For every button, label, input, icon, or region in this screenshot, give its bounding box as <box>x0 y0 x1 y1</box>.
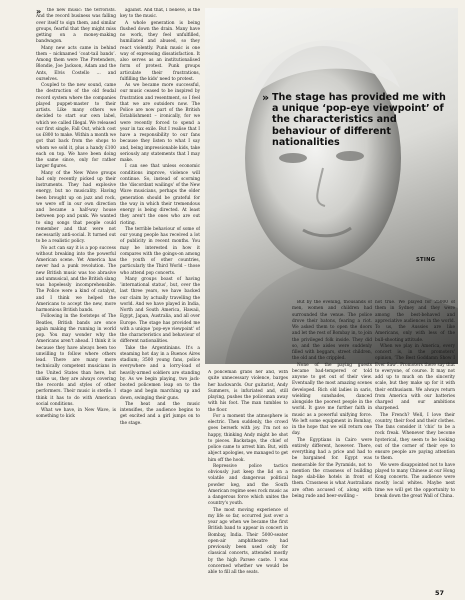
paragraph: The heat and the music intensifies, the audience begins to get excited and a girl jumps on to the stage. <box>120 401 200 426</box>
paragraph: When we play in America, every concert is, in the promoters' opinion, ‘The Best Goddamn Show I Ever Saw’. Promoters there say that to everyone, of course. It may not add up to much on the sincerity scale, but they make up for it with their enthusiasm. We always return from America with our batteries charged and our ambitions sharpened. <box>375 343 455 412</box>
paragraph: A whole generation is being flushed down the drain. Many have no work, they feel unfulfilled, humiliated and abused, so they react violently. Punk music is one way of expressing dissatisfaction. It also serves as an institutionalised form of protest. Punk groups articulate their frustrations, fulfilling the kids' need to protest. <box>120 20 200 82</box>
paragraph: We were disappointed not to have played to many Chinese at our Hong Kong concerts. The audience were mostly local whites. Maybe next time we will get the opportunity to break down the great Wall of China. <box>375 462 455 499</box>
quote-arrow-mark: » <box>262 91 270 104</box>
paragraph: Coupled to the new sound, came the destruction of the old feudal record system where the companies played puppet-master to their artists. Like many others we decided to start our own label, which we called Illegal. We released our first single, Fall Out, which cost us £800 to make. Within a month we got that back from the shops to whom we sold it, plus a handy £100 each on top. We have been doing the same since, only for rather larger figures. <box>36 83 116 170</box>
paragraph: Take the Argentinians. It's a steaming hot day in a Buenos Aires stadium; 3500 young fans, police everywhere and a lorry-load of heavily-armed soldiers are standing by. As we begin playing, two jack-booted policemen leap on to the stage and begin marching up and down, swinging their guns. <box>120 345 200 401</box>
paragraph: against. And that, I believe, is the key to the music. <box>120 8 200 20</box>
paragraph: For a moment the atmosphere is electric. Then suddenly, the crowd goes berserk with joy. I'm not so happy, thinking Andy might be shot to pieces. Backstage, the chief of police came to arrest him. But, with abject apologies, we managed to get him off the hook. <box>208 413 288 463</box>
paragraph: None of the paying guests became bad-tempered or told anyone to get out of their view. Eventually the most amazing scenes developed. Rich old ladies in saris, wielding sunshades, danced alongside the poorest people in the world. It gave me further faith in music as a powerful unifying force. We left some equipment in Bombay, in the hope that we will return one day. <box>292 362 372 437</box>
paragraph: A policeman grabs her and, with quite unnecessary violence, barges her backwards. Our guitarist, Andy Summers, is infuriated and, still playing, pushes the policeman away with his foot. The man tumbles to the floor. <box>208 370 288 413</box>
paragraph: the new music: the terrorists. And the record business was falling over itself to sign them, and similar groups, fearful that they might miss getting on a money-making bandwagon. <box>36 8 116 45</box>
paragraph: The most moving experience of my life so far, occurred just over a year ago when we became the first British band to appear in concert in Bombay, India. Their 5000-seater open-air amphitheatre had previously been used only for classical concerts, attended mostly by the high Parsee caste. I was concerned whether we would be able to fill all the seats. <box>208 507 288 575</box>
article-column-4 <box>292 300 372 582</box>
paragraph: The Egyptians in Cairo were entirely different, however. There, everything had a price and had to be bargained for. Egypt was memorable for the Pyramids, not to mention the crassness of building huge slab-like hotels in front of them. Crassness is what Australians are often accused of, along with being rude and beer-swilling – <box>292 437 372 499</box>
article-column-3 <box>208 370 288 582</box>
article-column-1 <box>36 8 116 582</box>
paragraph: Following in the footsteps of The Beatles, British bands are once again making the running in world pop. You may wonder why the Americans aren't ahead. I think it is because they have always been too unwilling to follow where others lead. There are many more technically competent musicians in the United States than here, but unlike us, they are always covering the records and styles of other performers. Their music is sterile. I think it has to do with American social conditions. <box>36 314 116 407</box>
paragraph: As we became more successful, our music ceased to be inspired by frustration and resentment, so I feel that we are outsiders now. The Police are now part of the British Establishment – ironically, for we were recently forced to spend a year in tax exile. But I realise that I have a responsibility to our fans because they listen to what I say and, being impressionable kids, take seriously any statements that I may make. <box>120 83 200 163</box>
paragraph: Repressive police tactics obviously just keep the lid on a volatile and dangerous political powder keg, and the South American regime sees rock music as a dangerous force which unites the country's youth. <box>208 463 288 507</box>
photo-caption: STING <box>416 257 436 263</box>
lead-arrow-mark: » <box>36 7 42 16</box>
article-column-5 <box>375 300 455 582</box>
paragraph: Many of the New Wave groups had only recently picked up their instruments. They had explosive energy, but no musicality. Having been brought up on jazz and rock, we were off in our own direction and became a half-way house between pop and punk. We wanted to sing songs that people could remember and that were not necessarily anti-social. It turned out to be a realistic policy. <box>36 170 116 245</box>
paragraph: The French? Well, I love their country, their food and their clothes. The fans consider it ‘chic’ to be a rock freak. Whenever they become hysterical, they seem to be looking out of the corner of their eye to ensure people are paying attention to them. <box>375 412 455 462</box>
paragraph: But by the evening, thousands of men, women and children had surrounded the venue. The police drove their batons, fearing a riot. We asked them to open the doors and let the rest of Bombay in, to join the privileged folk inside. They did so, and the aisles were suddenly filled with beggars, street children, the old and the crippled. <box>292 300 372 362</box>
paragraph: not true. We played for 25000 of them in Sydney and they were among the best-behaved and appreciative audiences in the world. To us, the Aussies are like Americans, only with less of the bull-shooting attitude. <box>375 300 455 343</box>
paragraph: Many new acts came in behind them – nicknamed ‘coat-tail bands’. Among them were The Pretenders, Blondie, Joe Jackson, Adam and the Ants, Elvis Costello … and ourselves. <box>36 45 116 82</box>
paragraph: The terrible behaviour of some of our young people has received a lot of publicity in recent months. You may be interested in how it compares with the goings-on among the youth of other countries, particularly the Third World – those who attend pop concerts. <box>120 226 200 276</box>
paragraph: Many groups boast of having ‘international status’, but, over the last three years, we have backed our claim by actually travelling the world. And we have played in India, North and South America, Hawaii, Egypt, Japan, Australia, and all over Europe. The stage has provided me with a unique ‘pop-eye viewpoint’ of the characteristics and behaviour of different nationalities. <box>120 276 200 345</box>
paragraph: I can see that unless economic conditions improve, violence will continue. So, instead of scorning the ‘discordant wailings’ of the New Wave musicians, perhaps the older generation should be grateful for the way in which their tremendous energy is being directed. At least they aren't the ones who are out rioting. <box>120 164 200 226</box>
page-number: 57 <box>435 589 445 597</box>
article-column-2 <box>120 8 200 582</box>
paragraph: What we have, in New Wave, is something to kick <box>36 408 116 420</box>
paragraph: No act can say it is a pop success without breaking into the powerful American scene. Yet America has never had a punk revolution. The new British music was too abrasive and unmusical, and the British slang was hopelessly incomprehensible. The Police were a kind of catalyst, and I think we helped the Americans to accept the new, more harmonious British bands. <box>36 245 116 313</box>
pull-quote: The stage has provided me with a unique ‘pop-eye viewpoint’ of the characteristics and behaviour of different nationalities <box>272 92 446 148</box>
